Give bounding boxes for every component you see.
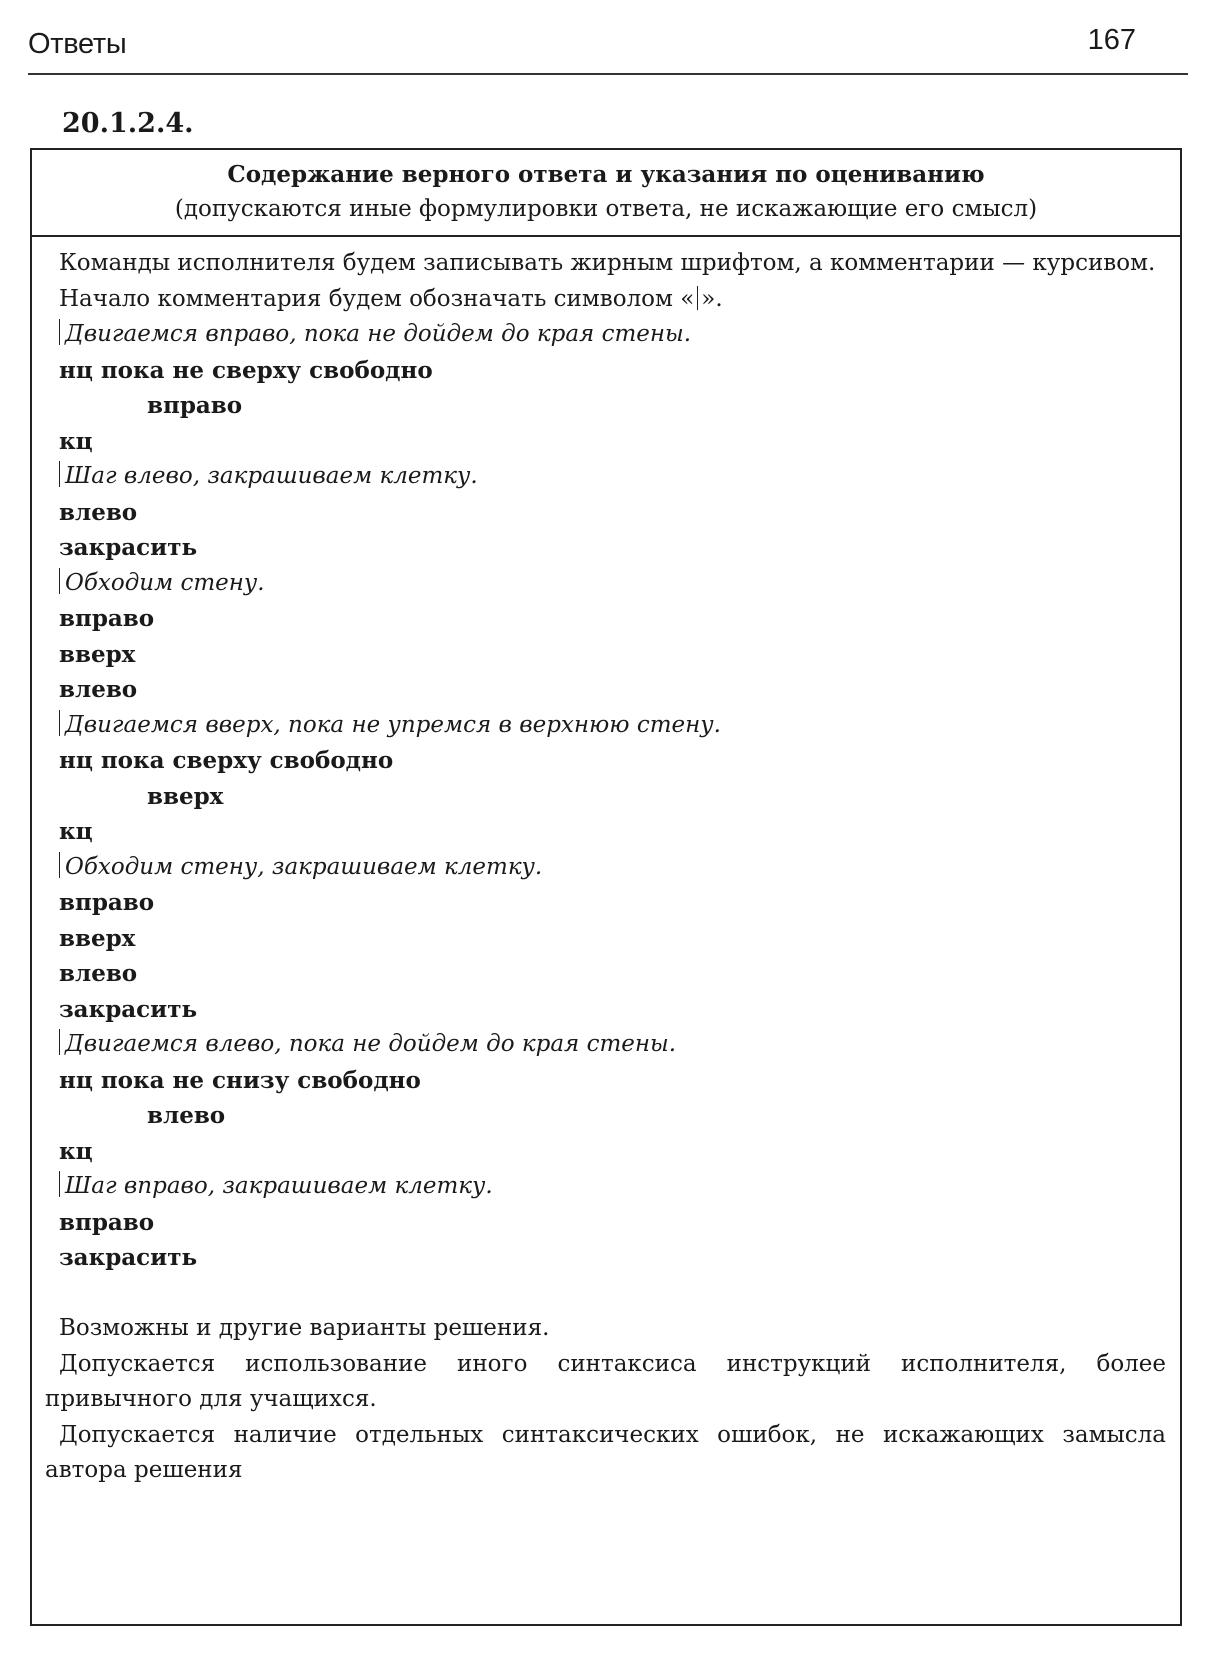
note-paragraph: Возможны и другие варианты решения. xyxy=(59,1315,550,1341)
program-code-line: вверх xyxy=(59,924,136,952)
comment-bar xyxy=(59,1029,60,1055)
note-paragraph: Допускается наличие отдельных синтаксических ошибок, не искажающих замысла автора решения xyxy=(45,1421,1166,1483)
comment-bar xyxy=(59,568,60,594)
program-code-line: вправо xyxy=(147,392,243,419)
program-code-line: кц xyxy=(59,818,93,845)
running-title: Ответы xyxy=(28,28,127,60)
page-number: 167 xyxy=(1087,24,1136,56)
program-code-line: кц xyxy=(59,427,93,455)
program-code-line: влево xyxy=(59,498,138,526)
spacer xyxy=(45,1276,1166,1312)
comment-bar-symbol xyxy=(697,286,698,310)
intro-paragraph-1: Команды исполнителя будем записывать жирным шрифтом, а комментарии — курсивом. xyxy=(59,250,1156,276)
intro-p2-before: Начало комментария будем обозначать символом « xyxy=(59,285,695,312)
program-code-line: закрасить xyxy=(59,995,198,1023)
program-listing xyxy=(45,317,1166,1276)
comment-bar xyxy=(59,319,60,345)
program-comment-line xyxy=(45,317,1166,353)
program-code-line: нц пока не сверху свободно xyxy=(59,356,433,384)
program-comment-line xyxy=(45,708,1166,744)
program-code-line: закрасить xyxy=(59,534,198,561)
note-paragraph: Допускается использование иного синтаксиса инструкций исполнителя, более привычного для учащихся. xyxy=(45,1350,1166,1412)
program-comment-line xyxy=(45,459,1166,495)
box-header xyxy=(32,150,1180,237)
program-comment-text: Обходим стену. xyxy=(65,569,265,596)
program-code-line: вверх xyxy=(147,782,224,810)
box-body xyxy=(32,237,1180,1489)
program-code-line: влево xyxy=(59,960,138,987)
comment-bar xyxy=(59,852,60,878)
program-comment-line xyxy=(45,566,1166,602)
program-code-line: вверх xyxy=(59,640,136,668)
program-code-line: влево xyxy=(59,676,138,703)
program-code-line: вправо xyxy=(59,889,155,916)
intro-p2-after: ». xyxy=(701,285,723,312)
intro-paragraph-2 xyxy=(45,282,1166,318)
comment-bar xyxy=(59,1171,60,1197)
box-subtitle: (допускаются иные формулировки ответа, не искажающие его смысл) xyxy=(174,196,1038,222)
program-code-line: кц xyxy=(59,1137,93,1165)
comment-bar xyxy=(59,710,60,736)
program-code-line: нц пока сверху свободно xyxy=(59,747,394,774)
program-code-line: закрасить xyxy=(59,1244,198,1271)
program-comment-text: Двигаемся вправо, пока не дойдем до края стены. xyxy=(65,321,692,347)
program-code-line: вправо xyxy=(59,1208,155,1236)
header-rule xyxy=(28,73,1188,75)
program-comment-line xyxy=(45,850,1166,886)
answer-box xyxy=(30,148,1182,1626)
program-comment-line xyxy=(45,1169,1166,1205)
program-comment-text: Обходим стену, закрашиваем клетку. xyxy=(65,853,543,880)
program-comment-text: Шаг влево, закрашиваем клетку. xyxy=(65,463,478,489)
program-code-line: нц пока не снизу свободно xyxy=(59,1066,421,1094)
box-title: Содержание верного ответа и указания по оцениванию xyxy=(227,161,985,188)
task-number: 20.1.2.4. xyxy=(62,108,194,139)
comment-bar xyxy=(59,461,60,487)
program-comment-text: Шаг вправо, закрашиваем клетку. xyxy=(65,1173,493,1199)
program-comment-line xyxy=(45,1027,1166,1063)
program-comment-text: Двигаемся вверх, пока не упремся в верхнюю стену. xyxy=(65,711,721,738)
notes xyxy=(45,1311,1166,1489)
program-comment-text: Двигаемся влево, пока не дойдем до края стены. xyxy=(65,1031,677,1057)
program-code-line: вправо xyxy=(59,605,155,632)
program-code-line: влево xyxy=(147,1102,226,1129)
